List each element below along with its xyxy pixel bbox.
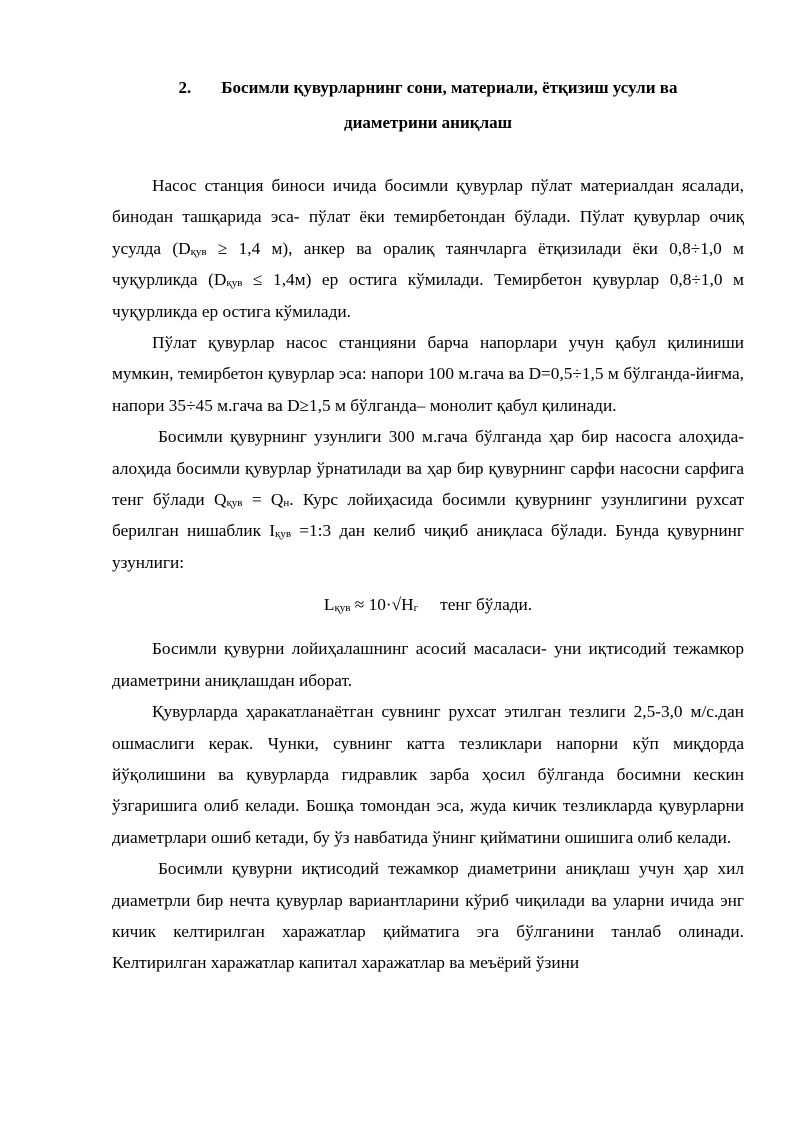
formula-l: L: [323, 595, 335, 615]
heading-title-part-1: Босимли қувурларнинг сони, материали, ётқизиш усули ва: [221, 78, 678, 97]
formula-h-subscript: г: [413, 602, 419, 615]
subscript-quv: қув: [275, 528, 292, 541]
formula-l-subscript: қув: [334, 602, 351, 615]
paragraph-4: Босимли қувурни лойиҳалашнинг асосий масаласи- уни иқтисодий тежамкор диаметрини аниқлашдан иборат.: [112, 639, 744, 690]
heading-title-part-2: диаметрини аниқлаш: [344, 113, 512, 132]
paragraph-1-text-c: ≤ 1,4м) ер остига кўмилади. Темирбетон қувурлар 0,8÷1,0 м чуқурликда ер остига кўмилади.: [112, 270, 744, 321]
paragraph-1-text-b: ≥ 1,4 м), анкер ва оралиқ таянчларга ётқизилади ёки 0,8÷1,0 м чуқурликда (D: [112, 238, 744, 290]
subscript-quv: қув: [190, 245, 207, 258]
paragraph-2: Пўлат қувурлар насос станцияни барча напорлари учун қабул қилиниши мумкин, темирбетон қувурлар эса: напори 100 м.гача ва D=0,5÷1,5 м бўлганда-йиғма, напори 35÷45 м.гача ва D≥1,5 м бўлганда– монолит қабул қилинади.: [112, 333, 744, 415]
paragraph-5: Қувурларда ҳаракатланаётган сувнинг рухсат этилган тезлиги 2,5-3,0 м/с.дан ошмаслиги керак. Чунки, сувнинг катта тезликлари напорни кўп миқдорда йўқолишини ва қувурларда гидравлик зарба ҳосил бўлганда босимни кескин ўзгаришига олиб келади. Бошқа томондан эса, жуда кичик тезликларда қувурларни диаметрлари ошиб кетади, бу ўз навбатида ўнинг қийматини ошишига олиб келади.: [112, 702, 744, 847]
paragraph-1: [112, 170, 744, 327]
subscript-n: н: [283, 497, 290, 510]
paragraph-3-text-d: =1:3 дан келиб чиқиб аниқласа бўлади. Бунда қувурнинг узунлиги:: [112, 521, 744, 572]
paragraph-1-text-a: Насос станция биноси ичида босимли қувурлар пўлат материалдан ясалади, бинодан ташқарида эса- пўлат ёки темирбетондан бўлади. Пўлат қувурлар очиқ усулда (D: [112, 176, 744, 258]
paragraph-3-text-b: = Q: [242, 490, 284, 510]
paragraph-6: Босимли қувурни иқтисодий тежамкор диаметрини аниқлаш учун ҳар хил диаметрли бир нечта қувурлар вариантларини кўриб чиқилади ва уларни ичида энг кичик келтирилган харажатлар қийматига эга бўлганини танлаб олинади. Келтирилган харажатлар капитал харажатлар ва меъёрий ўзини: [112, 859, 744, 973]
paragraph-3-text-c: . Курс лойиҳасида босимли қувурнинг узунлигини рухсат берилган нишаблик I: [112, 490, 744, 541]
formula-expression: ≈ 10·√H: [350, 595, 414, 615]
formula-tail-text: тенг бўлади.: [440, 595, 533, 615]
body-text: [112, 170, 744, 979]
subscript-quv: қув: [226, 497, 243, 510]
paragraph-3: [112, 421, 744, 578]
paragraph-3-text-a: Босимли қувурнинг узунлиги 300 м.гача бўлганда ҳар бир насосга алоҳида-алоҳида босимли қувурлар ўрнатилади ва ҳар бир қувурнинг сарфи насосни сарфига тенг бўлади Q: [112, 427, 744, 510]
heading-line-1: [112, 70, 744, 105]
pipe-length-formula: [112, 589, 744, 620]
subscript-quv: қув: [226, 277, 243, 290]
section-heading: [112, 70, 744, 140]
section-number: 2.: [178, 78, 192, 97]
